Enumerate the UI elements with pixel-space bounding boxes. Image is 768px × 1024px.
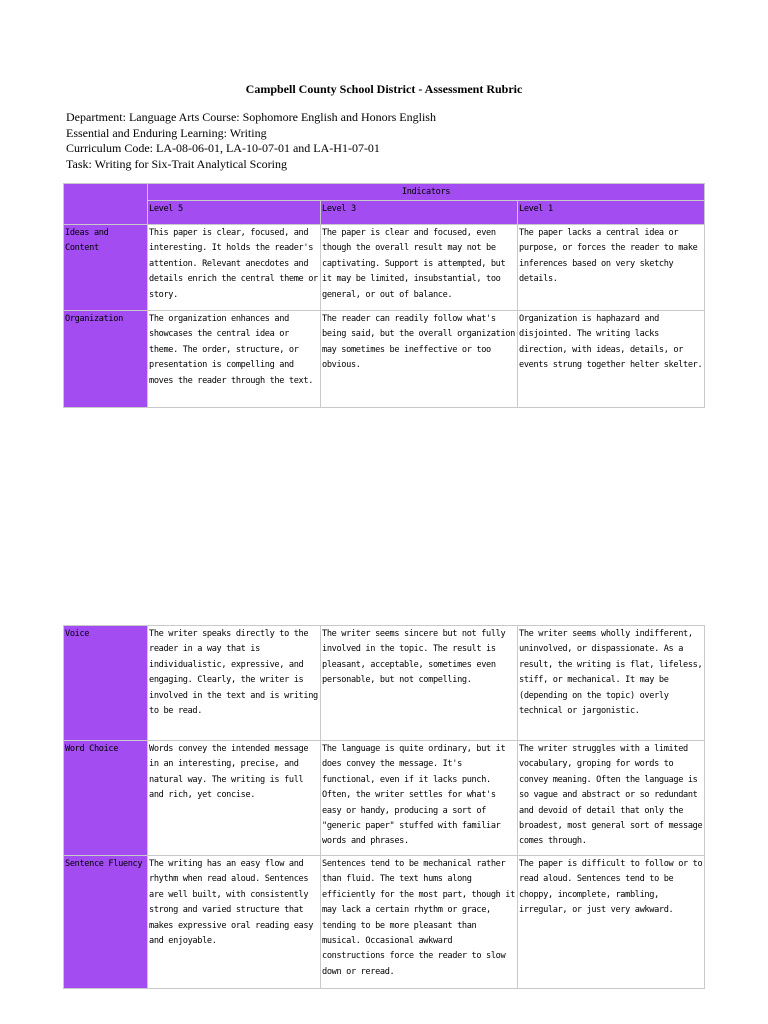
- table-row: [64, 311, 705, 408]
- cell-level-1: The writer struggles with a limited vocabulary, groping for words to convey meaning. Often the language is so vague and abstract or so redundant and devoid of detail that only the broadest, most general sort of message comes through.: [518, 741, 705, 856]
- cell-level-3: The paper is clear and focused, even though the overall result may not be captivating. Support is attempted, but it may be limited, insubstantial, too general, or out of balance.: [321, 225, 518, 311]
- cell-level-5: Words convey the intended message in an interesting, precise, and natural way. The writing is full and rich, yet concise.: [148, 741, 321, 856]
- cell-level-5: This paper is clear, focused, and interesting. It holds the reader's attention. Relevant anecdotes and details enrich the central theme or story.: [148, 225, 321, 311]
- trait-ideas-and-content: Ideas and Content: [64, 225, 148, 311]
- document-meta: [66, 110, 436, 172]
- cell-level-5: The organization enhances and showcases the central idea or theme. The order, structure, or presentation is compelling and moves the reader through the text.: [148, 311, 321, 408]
- meta-learning: Essential and Enduring Learning: Writing: [66, 125, 267, 140]
- level-1-header: Level 1: [518, 201, 705, 225]
- document-title: Campbell County School District - Assessment Rubric: [245, 82, 523, 96]
- table-row: [64, 225, 705, 311]
- meta-curriculum-code: Curriculum Code: LA-08-06-01, LA-10-07-01 and LA-H1-07-01: [66, 141, 380, 155]
- rubric-table-part-1: [63, 183, 705, 408]
- trait-voice: Voice: [64, 626, 148, 741]
- table-row: [64, 741, 705, 856]
- cell-level-3: The reader can readily follow what's being said, but the overall organization may sometimes be ineffective or too obvious.: [321, 311, 518, 408]
- corner-cell: [64, 184, 148, 225]
- cell-level-1: The writer seems wholly indifferent, uninvolved, or dispassionate. As a result, the writing is flat, lifeless, stiff, or mechanical. It may be (depending on the topic) overly technical or jargonistic.: [518, 626, 705, 741]
- levels-row: [64, 201, 705, 225]
- cell-level-3: The language is quite ordinary, but it does convey the message. It's functional, even if it lacks punch. Often, the writer settles for what's easy or handy, producing a sort of "generic paper" stuffed with familiar words and phrases.: [321, 741, 518, 856]
- cell-level-5: The writer speaks directly to the reader in a way that is individualistic, expressive, and engaging. Clearly, the writer is involved in the text and is writing to be read.: [148, 626, 321, 741]
- cell-level-3: The writer seems sincere but not fully involved in the topic. The result is pleasant, acceptable, sometimes even personable, but not compelling.: [321, 626, 518, 741]
- table-row: [64, 856, 705, 989]
- level-3-header: Level 3: [321, 201, 518, 225]
- cell-level-5: The writing has an easy flow and rhythm when read aloud. Sentences are well built, with consistently strong and varied structure that makes expressive oral reading easy and enjoyable.: [148, 856, 321, 989]
- meta-department: Department: Language Arts Course: Sophomore English and Honors English: [66, 110, 436, 124]
- cell-level-1: Organization is haphazard and disjointed. The writing lacks direction, with ideas, details, or events strung together helter skelter.: [518, 311, 705, 408]
- rubric-table-part-2: [63, 625, 705, 989]
- table-row: [64, 626, 705, 741]
- indicators-header: Indicators: [148, 184, 705, 201]
- cell-level-1: The paper is difficult to follow or to read aloud. Sentences tend to be choppy, incomplete, rambling, irregular, or just very awkward.: [518, 856, 705, 989]
- indicators-row: [64, 184, 705, 201]
- meta-task: Task: Writing for Six-Trait Analytical Scoring: [66, 156, 287, 171]
- trait-word-choice: Word Choice: [64, 741, 148, 856]
- trait-sentence-fluency: Sentence Fluency: [64, 856, 148, 989]
- cell-level-3: Sentences tend to be mechanical rather than fluid. The text hums along efficiently for the most part, though it may lack a certain rhythm or grace, tending to be more pleasant than musical. Occasional awkward constructions force the reader to slow down or reread.: [321, 856, 518, 989]
- level-5-header: Level 5: [148, 201, 321, 225]
- cell-level-1: The paper lacks a central idea or purpose, or forces the reader to make inferences based on very sketchy details.: [518, 225, 705, 311]
- trait-organization: Organization: [64, 311, 148, 408]
